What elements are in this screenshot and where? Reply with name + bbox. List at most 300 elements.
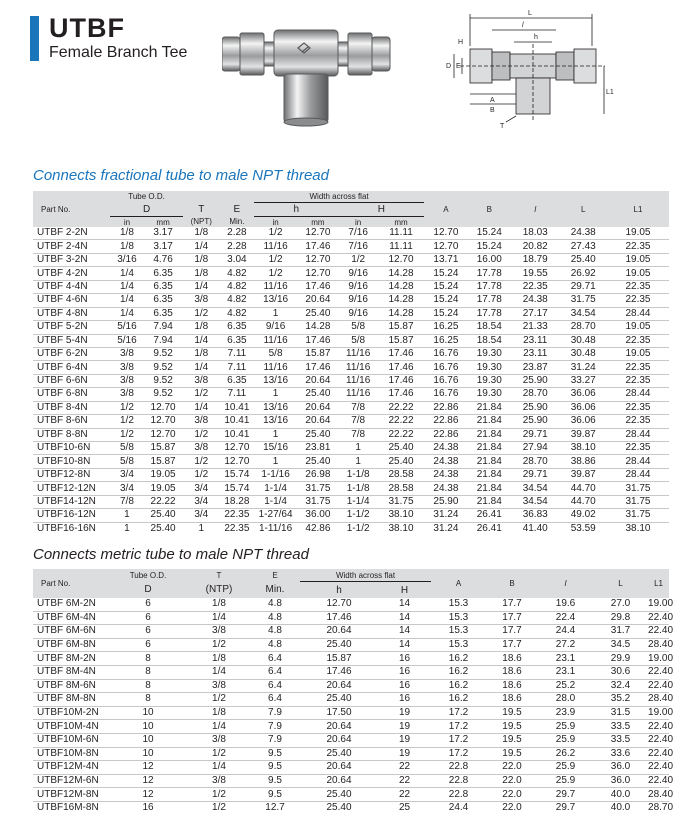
table-cell: 1 — [272, 428, 279, 440]
table-cell: 24.38 — [433, 442, 459, 454]
m-header-part-no: Part No. — [33, 569, 108, 598]
drawing-label-E: E — [456, 63, 461, 70]
table-cell: 3/8 — [119, 361, 134, 373]
header-min: Min. — [220, 217, 254, 228]
m-header-min: Min. — [250, 582, 300, 599]
table-cell: 12.7 — [265, 802, 285, 814]
table-row — [33, 428, 669, 441]
table-row — [33, 321, 669, 334]
table-row — [33, 294, 669, 307]
table-cell: 7.11 — [227, 388, 247, 400]
table-cell: 17.7 — [502, 625, 522, 637]
table-cell: 1/2 — [194, 388, 209, 400]
table-cell: 53.59 — [570, 522, 596, 534]
table-row — [33, 415, 669, 428]
table-cell: 11/16 — [263, 240, 288, 252]
table-cell: 29.71 — [522, 428, 548, 440]
table-cell: 17.46 — [326, 666, 352, 678]
table-cell: 19.05 — [150, 469, 176, 481]
table-cell: 28.44 — [625, 388, 651, 400]
table-cell: 11/16 — [263, 334, 288, 346]
table-cell: 25.2 — [555, 679, 576, 691]
table-cell: 29.71 — [522, 469, 548, 481]
table-cell: 20.82 — [522, 240, 548, 252]
table-cell: 15.24 — [476, 227, 502, 239]
table-cell: 24.4 — [448, 802, 469, 814]
table-cell: 29.9 — [610, 652, 631, 664]
table-cell: 1/4 — [194, 334, 209, 346]
table-cell: 9/16 — [348, 267, 368, 279]
table-row — [33, 747, 669, 761]
table-cell: 6.35 — [153, 307, 173, 319]
table-row — [33, 611, 669, 625]
table-cell: 28.58 — [388, 469, 414, 481]
table-cell: 17.46 — [305, 334, 331, 346]
part-number-cell: UTBF 6M-4N — [37, 611, 96, 623]
table-cell: 3/8 — [119, 388, 134, 400]
table-cell: 4.8 — [268, 625, 282, 637]
table-cell: 19.5 — [502, 707, 522, 719]
table-cell: 1-1/4 — [264, 482, 287, 494]
table-cell: 1/4 — [119, 267, 134, 279]
table-cell: 17.7 — [502, 598, 522, 610]
table-cell: 6.4 — [268, 679, 282, 691]
header-width-across-flat: Width across flat — [254, 191, 424, 203]
table-cell: 2.28 — [227, 227, 247, 239]
table-cell: 22.22 — [388, 415, 414, 427]
m-header-t: T — [188, 569, 250, 582]
table-cell: 24.38 — [433, 455, 459, 467]
table-cell: 1/2 — [212, 788, 226, 800]
table-cell: 24.38 — [433, 469, 459, 481]
table-cell: 33.5 — [610, 720, 631, 732]
table-cell: 1/4 — [119, 294, 134, 306]
table-cell: 14.28 — [388, 267, 414, 279]
part-number-cell: UTBF10-8N — [37, 455, 91, 467]
part-number-cell: UTBF 3-2N — [37, 254, 88, 266]
table-cell: 15.87 — [326, 652, 352, 664]
table-cell: 22.0 — [502, 788, 522, 800]
table-cell: 1 — [272, 388, 279, 400]
table-cell: 4.82 — [227, 267, 247, 279]
table-cell: 19 — [398, 747, 411, 759]
table-cell: 19.00 — [648, 598, 674, 610]
table-cell: 25.40 — [326, 802, 352, 814]
table-cell: 16.2 — [448, 666, 469, 678]
table-cell: 20.64 — [305, 401, 331, 413]
table-cell: 21.84 — [476, 401, 502, 413]
table-cell: 16.2 — [448, 693, 469, 705]
page-subtitle: Female Branch Tee — [49, 44, 188, 61]
header-h-in: in — [254, 217, 297, 228]
table-cell: 2.28 — [227, 240, 247, 252]
table-cell: 22.8 — [448, 761, 469, 773]
table-cell: 29.71 — [570, 280, 596, 292]
part-number-cell: UTBF16M-8N — [37, 802, 99, 814]
table-cell: 31.24 — [433, 509, 459, 521]
table-cell: 3.17 — [153, 227, 173, 239]
table-row — [33, 598, 669, 611]
table-cell: 1/8 — [119, 227, 134, 239]
m-header-b: B — [486, 569, 538, 598]
table-cell: 26.98 — [305, 469, 331, 481]
table-cell: 9.52 — [153, 388, 173, 400]
table-cell: 8 — [145, 693, 151, 705]
table-row — [33, 774, 669, 788]
table-row — [33, 468, 669, 481]
table-cell: 49.02 — [570, 509, 596, 521]
table-cell: 19 — [398, 720, 411, 732]
table-cell: 1-1/4 — [346, 495, 370, 507]
table-cell: 16.25 — [433, 334, 459, 346]
table-cell: 27.94 — [522, 442, 548, 454]
table-cell: 25.40 — [388, 455, 414, 467]
table-row — [33, 625, 669, 639]
table-cell: 1/4 — [194, 240, 209, 252]
table-cell: 11/16 — [346, 375, 371, 387]
part-number-cell: UTBF 6-8N — [37, 388, 88, 400]
table-cell: 31.5 — [610, 707, 631, 719]
table-cell: 12.70 — [224, 442, 250, 454]
table-row — [33, 253, 669, 266]
table-cell: 18.28 — [224, 495, 250, 507]
table-cell: 6.35 — [227, 321, 247, 333]
table-cell: 22.0 — [502, 775, 522, 787]
table-cell: 20.64 — [305, 415, 331, 427]
table-cell: 12.70 — [388, 254, 414, 266]
table-cell: 19.5 — [502, 734, 522, 746]
table-cell: 17.2 — [448, 707, 469, 719]
table-cell: 3.17 — [153, 240, 173, 252]
part-number-cell: UTBF 4-6N — [37, 294, 88, 306]
drawing-label-L: L — [528, 10, 532, 17]
table-cell: 17.46 — [388, 348, 414, 360]
table-cell: 1 — [124, 522, 130, 534]
table-cell: 27.43 — [570, 240, 596, 252]
table-cell: 16.76 — [433, 348, 459, 360]
table-cell: 9.5 — [268, 747, 282, 759]
table-cell: 11/16 — [346, 388, 371, 400]
table-cell: 20.64 — [326, 761, 352, 773]
table-cell: 28.40 — [648, 788, 674, 800]
header-e: E — [220, 203, 254, 217]
table-cell: 12.70 — [150, 401, 176, 413]
table-cell: 14 — [398, 639, 411, 651]
table-cell: 15.24 — [433, 267, 459, 279]
table-cell: 25.40 — [305, 307, 331, 319]
table-cell: 19 — [398, 734, 411, 746]
table-cell: 22.0 — [502, 802, 522, 814]
table-cell: 27.0 — [610, 598, 631, 610]
table-cell: 10.41 — [224, 415, 250, 427]
table-cell: 6.4 — [268, 693, 282, 705]
table-row — [33, 801, 669, 814]
table-cell: 18.54 — [476, 321, 502, 333]
table-cell: 25.40 — [326, 639, 352, 651]
table-row — [33, 401, 669, 414]
table-cell: 23.11 — [523, 334, 548, 346]
table-cell: 3/8 — [119, 375, 134, 387]
part-number-cell: UTBF 8-8N — [37, 428, 88, 440]
table-cell: 15/16 — [263, 442, 289, 454]
table-cell: 36.0 — [610, 761, 631, 773]
table-cell: 9.52 — [153, 348, 173, 360]
table-cell: 19.05 — [625, 254, 651, 266]
table-cell: 5/16 — [117, 321, 137, 333]
table-cell: 21.84 — [476, 455, 502, 467]
m-header-l-large: L — [593, 569, 648, 598]
table-cell: 4.8 — [268, 598, 282, 610]
table-cell: 7.94 — [153, 321, 173, 333]
table-cell: 3/8 — [194, 294, 209, 306]
table-cell: 15.87 — [305, 348, 331, 360]
table-cell: 29.7 — [555, 788, 576, 800]
table-cell: 28.44 — [625, 455, 651, 467]
header-l-small: l — [511, 191, 560, 227]
part-number-cell: UTBF 5-4N — [37, 334, 88, 346]
header-h-mm: mm — [297, 217, 338, 228]
table-cell: 15.3 — [448, 639, 469, 651]
table-cell: 25.40 — [326, 788, 352, 800]
part-number-cell: UTBF12M-6N — [37, 775, 99, 787]
table-cell: 12.70 — [305, 254, 331, 266]
table-cell: 1 — [272, 307, 279, 319]
table-cell: 1/2 — [119, 415, 134, 427]
table-cell: 25.9 — [555, 734, 576, 746]
part-number-cell: UTBF10M-4N — [37, 720, 99, 732]
table-cell: 1/8 — [212, 652, 226, 664]
table-cell: 17.2 — [448, 734, 469, 746]
table-cell: 19.5 — [502, 720, 522, 732]
table-cell: 36.06 — [570, 415, 596, 427]
table-cell: 44.70 — [570, 495, 596, 507]
product-photo — [222, 12, 394, 127]
header-l-large: L — [559, 191, 606, 227]
table-row — [33, 334, 669, 347]
table-cell: 3/4 — [194, 482, 209, 494]
table-row — [33, 720, 669, 734]
table-cell: 13/16 — [263, 401, 289, 413]
table-cell: 6.35 — [153, 294, 173, 306]
part-number-cell: UTBF 8M-6N — [37, 679, 96, 691]
table-cell: 14.28 — [388, 307, 414, 319]
table-cell: 12.70 — [433, 227, 459, 239]
table-cell: 30.6 — [610, 666, 631, 678]
table-cell: 12.70 — [433, 240, 459, 252]
table-cell: 20.64 — [326, 625, 352, 637]
table-cell: 4.82 — [227, 307, 247, 319]
table-cell: 17.46 — [388, 388, 414, 400]
table-cell: 1/4 — [212, 666, 226, 678]
metric-table — [33, 569, 674, 815]
part-number-cell: UTBF12M-8N — [37, 788, 99, 800]
table-cell: 17.46 — [388, 361, 414, 373]
table-cell: 9.5 — [268, 788, 282, 800]
table-row — [33, 679, 669, 693]
table-cell: 16.76 — [433, 361, 459, 373]
table-row — [33, 693, 669, 707]
header-h-large: H — [339, 203, 425, 217]
m-header-width-across-flat: Width across flat — [300, 569, 431, 582]
part-number-cell: UTBF 8-4N — [37, 401, 88, 413]
table-cell: 22.40 — [648, 734, 674, 746]
table-cell: 1/4 — [194, 280, 209, 292]
table-cell: 34.54 — [522, 495, 548, 507]
table-cell: 22.40 — [648, 775, 674, 787]
table-cell: 1/4 — [194, 401, 209, 413]
table-cell: 21.84 — [476, 495, 502, 507]
table-cell: 19.30 — [476, 388, 502, 400]
table-cell: 20.64 — [305, 294, 331, 306]
table-cell: 22.8 — [448, 775, 469, 787]
table-cell: 11/16 — [346, 348, 371, 360]
table-cell: 34.54 — [570, 307, 596, 319]
table-row — [33, 442, 669, 455]
table-cell: 25 — [398, 802, 411, 814]
m-header-l-small: l — [538, 569, 593, 598]
part-number-cell: UTBF 4-8N — [37, 307, 88, 319]
table-cell: 23.9 — [555, 707, 576, 719]
part-number-cell: UTBF 8-6N — [37, 415, 88, 427]
table-cell: 22.35 — [625, 401, 651, 413]
table-cell: 22.35 — [625, 361, 651, 373]
part-number-cell: UTBF 6-4N — [37, 361, 88, 373]
table-cell: 1/8 — [212, 707, 226, 719]
table-cell: 22.40 — [648, 747, 674, 759]
table-cell: 25.40 — [305, 428, 331, 440]
table-cell: 6.35 — [227, 375, 247, 387]
table-cell: 9.52 — [153, 361, 173, 373]
table-cell: 19.6 — [555, 598, 576, 610]
table-cell: 16.25 — [433, 321, 459, 333]
table-cell: 36.06 — [570, 401, 596, 413]
table-cell: 44.70 — [570, 482, 596, 494]
table-cell: 39.87 — [570, 428, 596, 440]
table-cell: 20.64 — [305, 375, 331, 387]
table-cell: 15.3 — [448, 611, 469, 623]
table-cell: 12.70 — [305, 227, 331, 239]
table-cell: 16.2 — [448, 652, 469, 664]
table-cell: 3/8 — [194, 415, 209, 427]
part-number-cell: UTBF14-12N — [37, 495, 96, 507]
table-cell: 11.11 — [389, 227, 413, 239]
part-number-cell: UTBF 4-2N — [37, 267, 88, 279]
table-cell: 25.40 — [150, 509, 176, 521]
table-cell: 31.7 — [610, 625, 631, 637]
table-cell: 15.24 — [433, 294, 459, 306]
table-cell: 22.40 — [648, 666, 674, 678]
fractional-table-body — [33, 227, 669, 535]
table-cell: 4.8 — [268, 639, 282, 651]
table-cell: 24.38 — [522, 294, 548, 306]
table-cell: 22.86 — [433, 428, 459, 440]
table-cell: 15.24 — [433, 307, 459, 319]
part-number-cell: UTBF 4-4N — [37, 280, 88, 292]
table-cell: 28.70 — [522, 388, 548, 400]
table-cell: 39.87 — [570, 469, 596, 481]
part-number-cell: UTBF 6M-8N — [37, 639, 96, 651]
table-cell: 34.54 — [522, 482, 548, 494]
table-cell: 18.6 — [502, 652, 522, 664]
table-cell: 23.87 — [522, 361, 548, 373]
table-cell: 3/8 — [212, 734, 226, 746]
table-cell: 1 — [355, 455, 361, 467]
part-number-cell: UTBF 2-2N — [37, 227, 88, 239]
table-cell: 38.86 — [570, 455, 596, 467]
drawing-label-T: T — [500, 123, 505, 130]
table-cell: 10 — [142, 720, 154, 732]
drawing-label-A: A — [490, 97, 495, 104]
table-cell: 1-11/16 — [258, 522, 293, 534]
table-cell: 7.11 — [227, 361, 247, 373]
header-e-spacer — [220, 191, 254, 203]
table-cell: 1/8 — [212, 598, 226, 610]
table-cell: 13.71 — [433, 254, 459, 266]
page-title: UTBF — [49, 13, 125, 43]
table-cell: 1 — [124, 509, 130, 521]
table-cell: 5/8 — [119, 455, 134, 467]
table-cell: 29.8 — [610, 611, 631, 623]
table-cell: 9.5 — [268, 761, 282, 773]
table-cell: 28.40 — [648, 693, 674, 705]
table-cell: 1/4 — [119, 307, 134, 319]
table-cell: 3/4 — [194, 495, 209, 507]
table-cell: 1/2 — [194, 428, 209, 440]
table-row — [33, 788, 669, 802]
table-cell: 22.35 — [625, 294, 651, 306]
table-cell: 1/2 — [119, 401, 134, 413]
table-cell: 18.6 — [502, 693, 522, 705]
table-cell: 31.75 — [625, 509, 651, 521]
table-cell: 40.0 — [610, 802, 631, 814]
table-cell: 19.00 — [648, 652, 674, 664]
table-cell: 15.24 — [476, 240, 502, 252]
part-number-cell: UTBF 8M-8N — [37, 693, 96, 705]
table-cell: 1/4 — [119, 280, 134, 292]
table-cell: 25.9 — [555, 761, 576, 773]
table-cell: 22.86 — [433, 401, 459, 413]
table-row — [33, 240, 669, 253]
table-cell: 17.7 — [502, 639, 522, 651]
table-cell: 1/8 — [194, 348, 209, 360]
table-cell: 15.3 — [448, 625, 469, 637]
table-cell: 18.03 — [522, 227, 548, 239]
table-cell: 6 — [145, 639, 151, 651]
table-cell: 1-1/16 — [261, 469, 290, 481]
table-cell: 16 — [398, 666, 411, 678]
table-cell: 3/16 — [117, 254, 137, 266]
table-cell: 16 — [398, 679, 411, 691]
table-cell: 17.46 — [326, 611, 352, 623]
table-cell: 17.50 — [326, 707, 352, 719]
table-cell: 15.87 — [150, 442, 176, 454]
drawing-label-B: B — [490, 107, 495, 114]
table-cell: 22.40 — [648, 679, 674, 691]
table-row — [33, 455, 669, 468]
table-cell: 15.3 — [448, 598, 469, 610]
table-cell: 12.70 — [224, 455, 250, 467]
table-cell: 31.75 — [570, 294, 596, 306]
table-cell: 16 — [398, 652, 411, 664]
table-cell: 8 — [145, 666, 151, 678]
table-cell: 42.86 — [305, 522, 331, 534]
drawing-label-h: h — [534, 34, 538, 41]
metric-table-body — [33, 598, 674, 815]
table-row — [33, 280, 669, 293]
table-cell: 41.40 — [522, 522, 548, 534]
table-cell: 3/8 — [212, 679, 226, 691]
table-cell: 30.48 — [570, 334, 596, 346]
